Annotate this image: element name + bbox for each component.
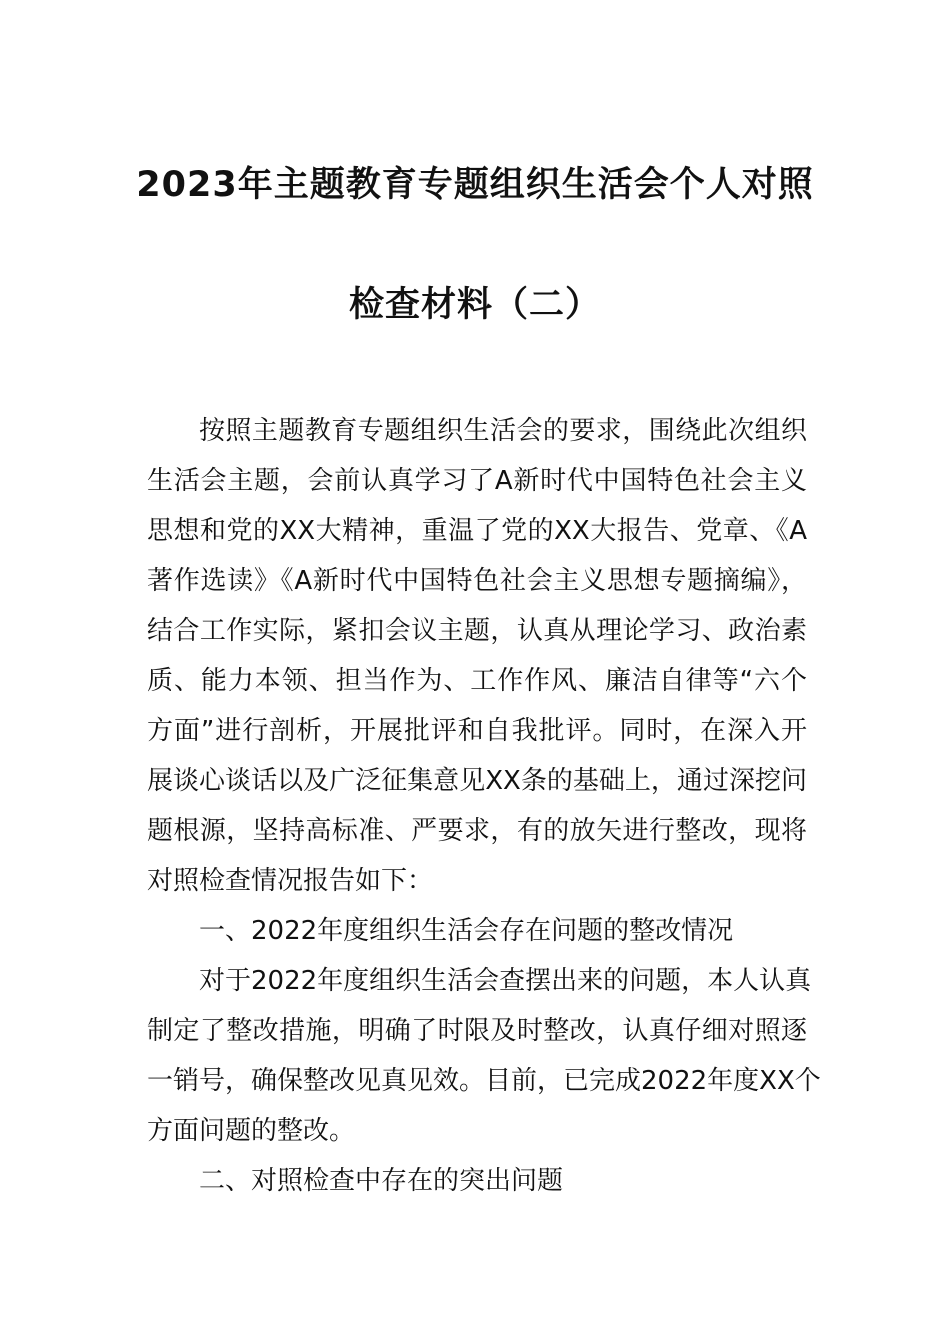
document-title-line-1: 2023年主题教育专题组织生活会个人对照 xyxy=(136,165,814,205)
paragraph-line: 按照主题教育专题组织生活会的要求，围绕此次组织 xyxy=(199,416,807,446)
paragraph-line: 著作选读》《A新时代中国特色社会主义思想专题摘编》， xyxy=(147,566,807,596)
section-heading-1: 一、2022年度组织生活会存在问题的整改情况 xyxy=(199,916,734,946)
paragraph-line: 思想和党的XX大精神，重温了党的XX大报告、党章、《A xyxy=(147,516,807,546)
paragraph-line: 制定了整改措施，明确了时限及时整改，认真仔细对照逐 xyxy=(147,1016,807,1046)
paragraph-line: 展谈心谈话以及广泛征集意见XX条的基础上，通过深挖问 xyxy=(147,766,807,796)
paragraph-line: 题根源，坚持高标准、严要求，有的放矢进行整改，现将 xyxy=(147,816,807,846)
paragraph-line: 质、能力本领、担当作为、工作作风、廉洁自律等“六个 xyxy=(147,666,807,696)
paragraph-line: 方面问题的整改。 xyxy=(147,1116,356,1146)
section-heading-2: 二、对照检查中存在的突出问题 xyxy=(199,1166,564,1196)
paragraph-line: 一销号，确保整改见真见效。目前，已完成2022年度XX个 xyxy=(147,1066,821,1096)
paragraph-line: 结合工作实际，紧扣会议主题，认真从理论学习、政治素 xyxy=(147,616,807,646)
document-title-line-2: 检查材料（二） xyxy=(348,285,601,325)
paragraph-line: 对照检查情况报告如下： xyxy=(147,866,434,896)
paragraph-line: 生活会主题，会前认真学习了A新时代中国特色社会主义 xyxy=(147,466,807,496)
paragraph-line: 对于2022年度组织生活会查摆出来的问题，本人认真 xyxy=(199,966,812,996)
paragraph-line: 方面”进行剖析，开展批评和自我批评。同时，在深入开 xyxy=(147,716,807,746)
